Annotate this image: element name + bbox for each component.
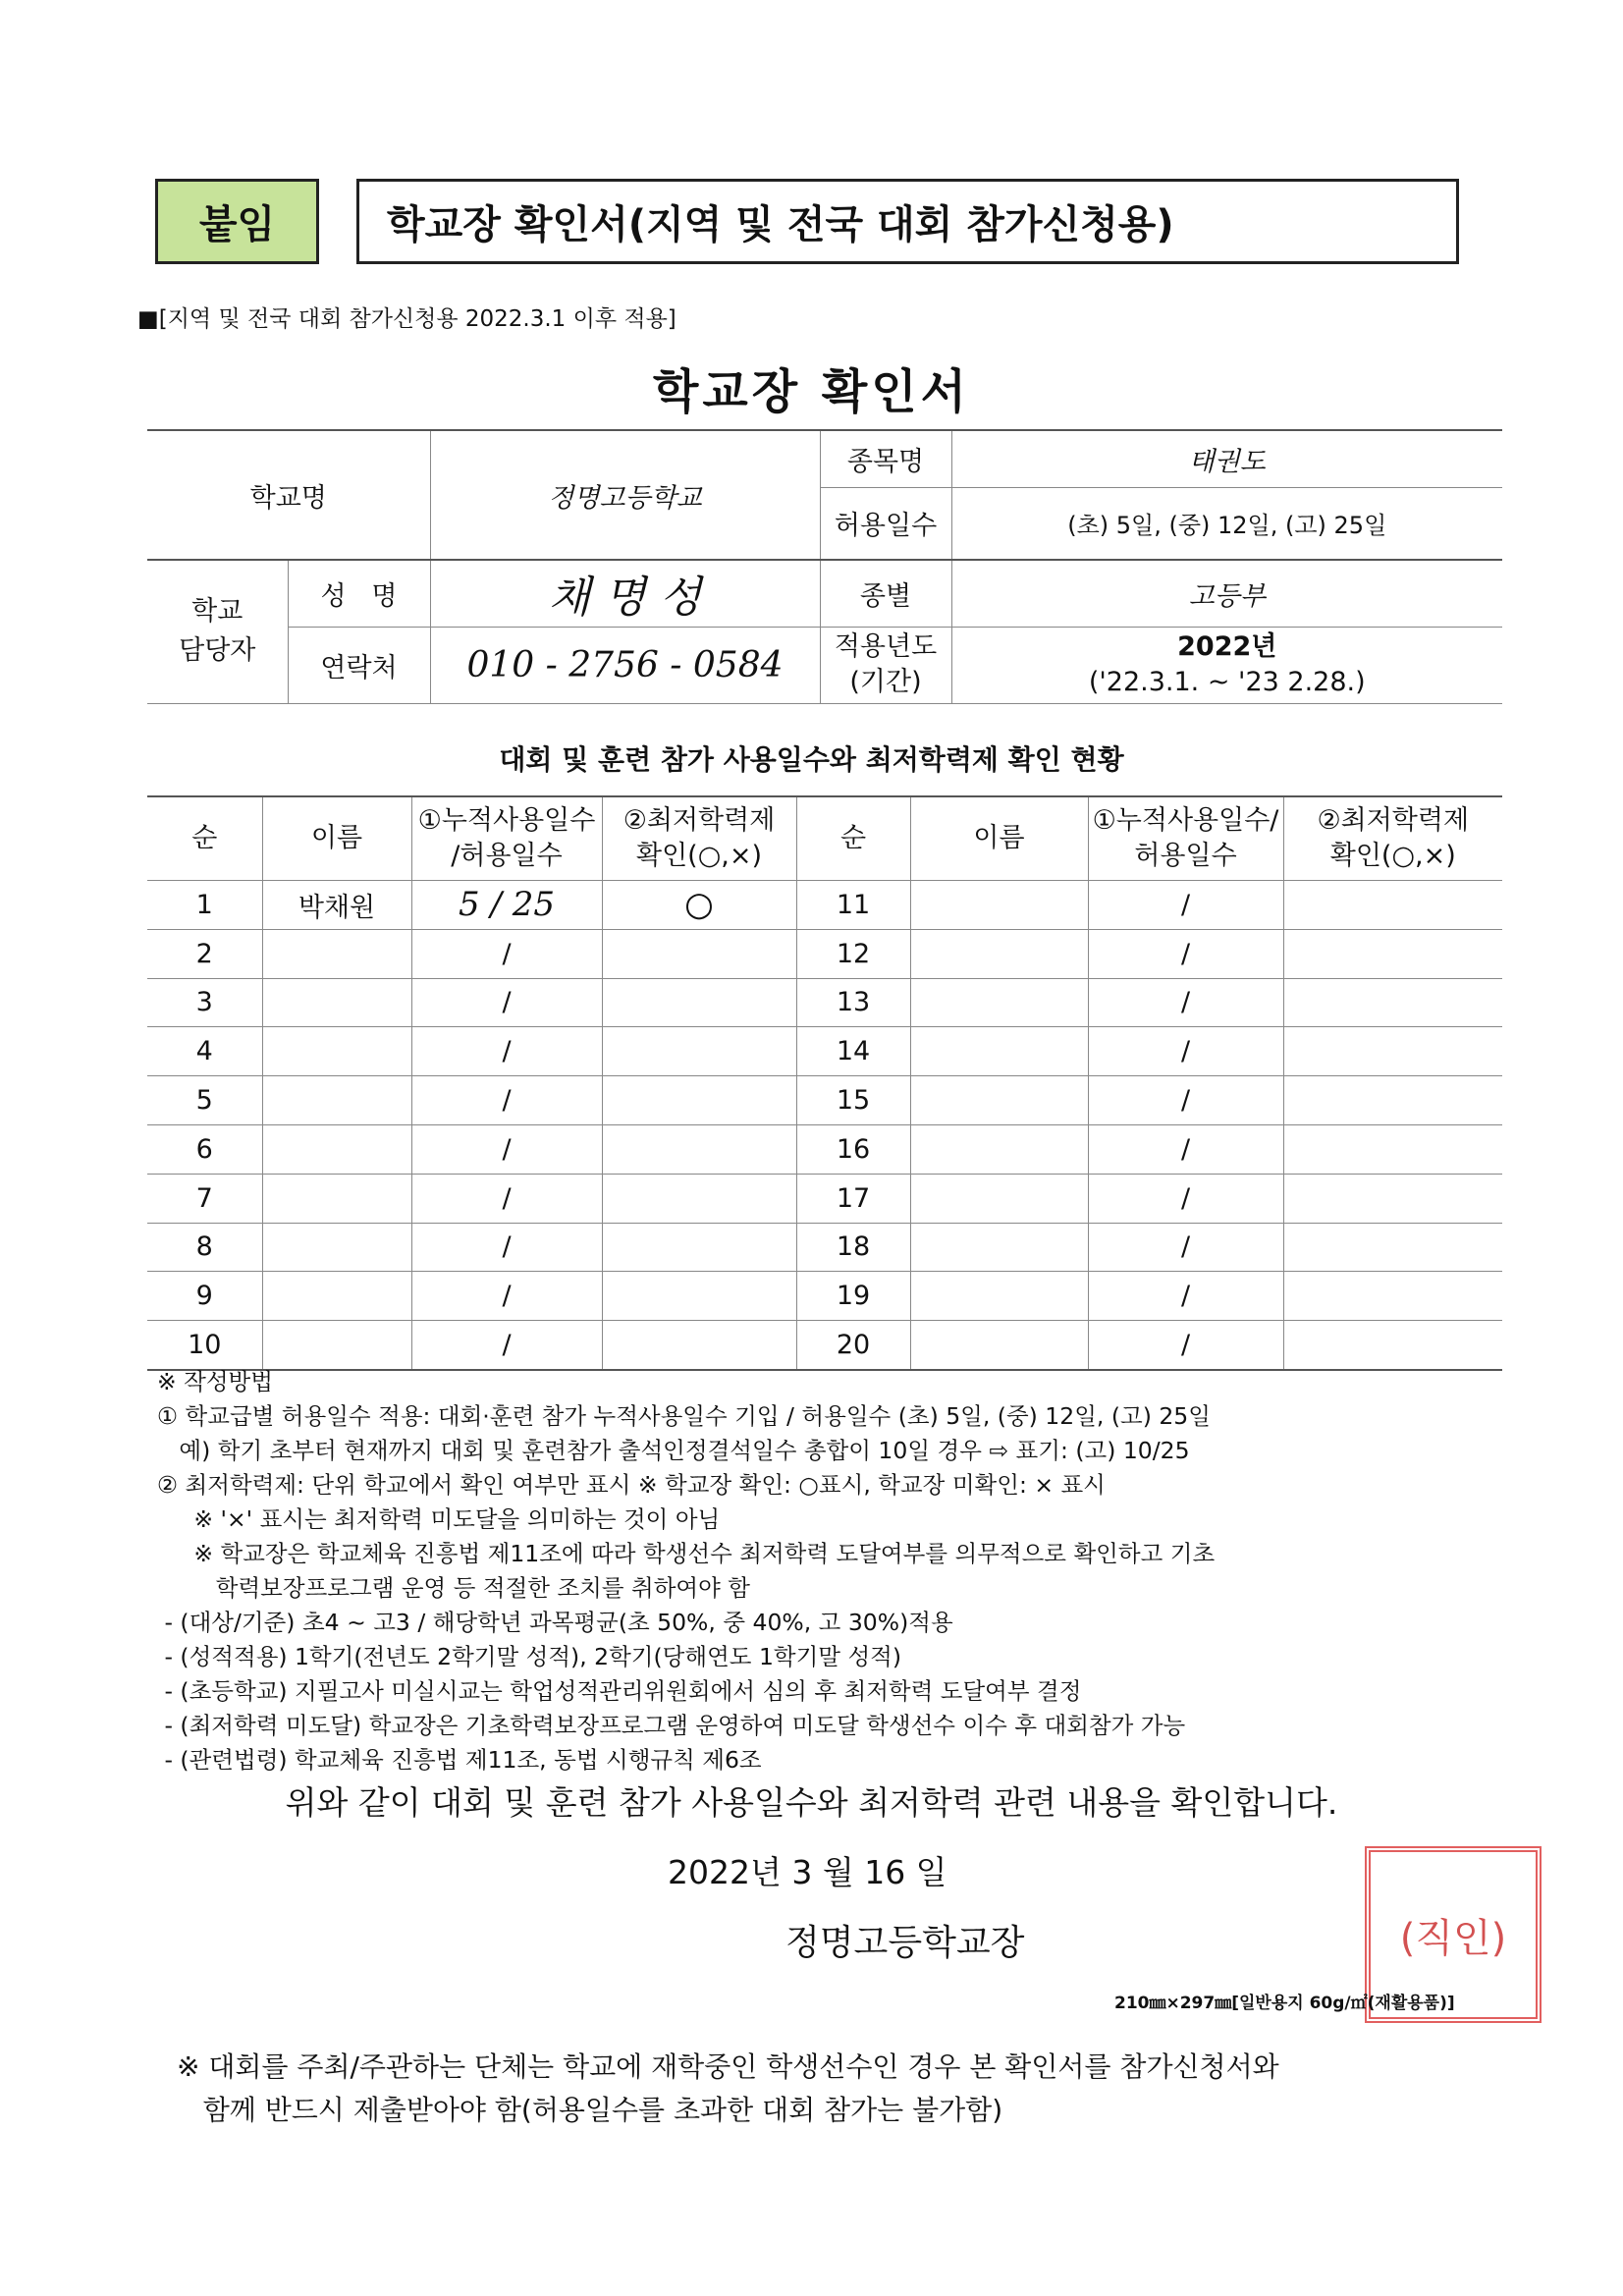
sign-date: 2022년 3 월 16 일 bbox=[668, 1853, 947, 1891]
col-name2-header: 이름 bbox=[910, 796, 1088, 881]
name-label: 성 명 bbox=[288, 560, 430, 627]
row-name bbox=[910, 1076, 1088, 1125]
instruction-line: 예) 학기 초부터 현재까지 대회 및 훈련참가 출석인정결석일수 총합이 10일 경우 ⇨ 표기: (고) 10/25 bbox=[157, 1437, 1190, 1464]
row-no: 4 bbox=[147, 1027, 262, 1076]
contact-value: 010 - 2756 - 0584 bbox=[430, 627, 820, 703]
col-no-header: 순 bbox=[147, 796, 262, 881]
official-seal: (직인) bbox=[1365, 1846, 1542, 2023]
col-no2-header: 순 bbox=[796, 796, 910, 881]
col-days-header: ①누적사용일수 /허용일수 bbox=[411, 796, 602, 881]
row-name bbox=[262, 1321, 411, 1370]
row-days: / bbox=[1088, 881, 1283, 930]
row-grade bbox=[602, 1272, 796, 1321]
row-name bbox=[910, 929, 1088, 978]
attachment-tag: 붙임 bbox=[155, 179, 319, 264]
section-title: 대회 및 훈련 참가 사용일수와 최저학력제 확인 현황 bbox=[499, 743, 1124, 776]
row-no: 18 bbox=[796, 1223, 910, 1272]
row-days: / bbox=[1088, 1223, 1283, 1272]
col-days2-header: ①누적사용일수/ 허용일수 bbox=[1088, 796, 1283, 881]
row-no: 19 bbox=[796, 1272, 910, 1321]
row-days: / bbox=[411, 1272, 602, 1321]
row-days: / bbox=[1088, 1027, 1283, 1076]
row-grade bbox=[1283, 1321, 1502, 1370]
row-grade bbox=[602, 1076, 796, 1125]
row-days: / bbox=[411, 1124, 602, 1174]
table-row bbox=[147, 1223, 1502, 1272]
contact-label: 연락처 bbox=[288, 627, 430, 703]
instruction-line: ① 학교급별 허용일수 적용: 대회·훈련 참가 누적사용일수 기입 / 허용일수 (초) 5일, (중) 12일, (고) 25일 bbox=[157, 1402, 1211, 1430]
row-grade bbox=[1283, 1272, 1502, 1321]
document-header-title: 학교장 확인서(지역 및 전국 대회 참가신청용) bbox=[356, 179, 1459, 264]
table-row bbox=[147, 881, 1502, 930]
row-days: 5 / 25 bbox=[411, 881, 602, 930]
row-no: 12 bbox=[796, 929, 910, 978]
row-name bbox=[910, 1223, 1088, 1272]
instruction-line: - (대상/기준) 초4 ~ 고3 / 해당학년 과목평균(초 50%, 중 40%, 고 30%)적용 bbox=[157, 1609, 953, 1636]
row-no: 10 bbox=[147, 1321, 262, 1370]
row-no: 15 bbox=[796, 1076, 910, 1125]
footer-line: ※ 대회를 주최/주관하는 단체는 학교에 재학중인 학생선수인 경우 본 확인서를 참가신청서와 bbox=[177, 2050, 1279, 2083]
form-version-note: ■[지역 및 전국 대회 참가신청용 2022.3.1 이후 적용] bbox=[137, 306, 676, 332]
row-grade bbox=[602, 1174, 796, 1223]
division-value: 고등부 bbox=[951, 560, 1502, 627]
row-grade bbox=[1283, 1076, 1502, 1125]
instruction-line: 학력보장프로그램 운영 등 적절한 조치를 취하여야 함 bbox=[157, 1574, 751, 1602]
row-name bbox=[910, 978, 1088, 1027]
instruction-line: ※ 작성방법 bbox=[157, 1368, 273, 1395]
row-grade bbox=[1283, 1027, 1502, 1076]
instruction-line: - (최저학력 미도달) 학교장은 기초학력보장프로그램 운영하여 미도달 학생선수 이수 후 대회참가 가능 bbox=[157, 1712, 1186, 1739]
principal-signature: 정명고등학교장 bbox=[785, 1923, 1025, 1963]
paper-spec: 210㎜×297㎜[일반용지 60g/㎡(재활용품)] bbox=[1114, 1994, 1455, 2013]
row-no: 11 bbox=[796, 881, 910, 930]
row-days: / bbox=[411, 929, 602, 978]
row-name bbox=[262, 1272, 411, 1321]
row-days: / bbox=[1088, 929, 1283, 978]
row-days: / bbox=[411, 1027, 602, 1076]
row-days: / bbox=[411, 1321, 602, 1370]
table-row bbox=[147, 1076, 1502, 1125]
event-value: 태권도 bbox=[951, 430, 1502, 487]
col-grade-header: ②최저학력제 확인(○,×) bbox=[602, 796, 796, 881]
year-cell bbox=[951, 627, 1502, 703]
row-days: / bbox=[1088, 1174, 1283, 1223]
row-no: 17 bbox=[796, 1174, 910, 1223]
instruction-line: ※ '×' 표시는 최저학력 미도달을 의미하는 것이 아님 bbox=[157, 1505, 721, 1533]
instruction-line: - (관련법령) 학교체육 진흥법 제11조, 동법 시행규칙 제6조 bbox=[157, 1746, 762, 1774]
row-grade bbox=[602, 929, 796, 978]
row-name bbox=[910, 1174, 1088, 1223]
table-row bbox=[147, 1321, 1502, 1370]
row-no: 14 bbox=[796, 1027, 910, 1076]
row-grade bbox=[1283, 1223, 1502, 1272]
row-days: / bbox=[1088, 1076, 1283, 1125]
row-no: 3 bbox=[147, 978, 262, 1027]
row-grade bbox=[1283, 1124, 1502, 1174]
table-row bbox=[147, 1027, 1502, 1076]
row-no: 2 bbox=[147, 929, 262, 978]
row-days: / bbox=[1088, 1321, 1283, 1370]
footer-note bbox=[177, 2046, 1532, 2132]
row-name bbox=[910, 1321, 1088, 1370]
row-name bbox=[262, 1076, 411, 1125]
school-info-table bbox=[147, 429, 1502, 704]
row-no: 9 bbox=[147, 1272, 262, 1321]
row-name bbox=[910, 1124, 1088, 1174]
table-row bbox=[147, 978, 1502, 1027]
manager-name-value: 채 명 성 bbox=[430, 560, 820, 627]
row-name bbox=[262, 1027, 411, 1076]
row-name bbox=[262, 1223, 411, 1272]
row-no: 16 bbox=[796, 1124, 910, 1174]
instructions bbox=[157, 1365, 1522, 1777]
row-no: 20 bbox=[796, 1321, 910, 1370]
table-row bbox=[147, 1174, 1502, 1223]
year-label: 적용년도 (기간) bbox=[820, 627, 951, 703]
row-name bbox=[910, 1272, 1088, 1321]
row-days: / bbox=[1088, 978, 1283, 1027]
row-days: / bbox=[1088, 1124, 1283, 1174]
row-days: / bbox=[411, 978, 602, 1027]
row-name bbox=[262, 978, 411, 1027]
instruction-line: - (성적적용) 1학기(전년도 2학기말 성적), 2학기(당해연도 1학기말 성적) bbox=[157, 1643, 902, 1670]
row-name bbox=[262, 1124, 411, 1174]
row-name bbox=[262, 1174, 411, 1223]
row-no: 7 bbox=[147, 1174, 262, 1223]
row-grade bbox=[602, 1223, 796, 1272]
row-name bbox=[262, 929, 411, 978]
col-name-header: 이름 bbox=[262, 796, 411, 881]
instruction-line: ② 최저학력제: 단위 학교에서 확인 여부만 표시 ※ 학교장 확인: ○표시, 학교장 미확인: × 표시 bbox=[157, 1471, 1106, 1499]
row-grade: ○ bbox=[602, 881, 796, 930]
table-row bbox=[147, 1124, 1502, 1174]
school-name-value: 정명고등학교 bbox=[430, 430, 820, 560]
row-no: 8 bbox=[147, 1223, 262, 1272]
event-label: 종목명 bbox=[820, 430, 951, 487]
instruction-line: - (초등학교) 지필고사 미실시교는 학업성적관리위원회에서 심의 후 최저학력 도달여부 결정 bbox=[157, 1677, 1082, 1705]
year-value: 2022년 bbox=[1177, 630, 1277, 662]
row-days: / bbox=[411, 1174, 602, 1223]
row-grade bbox=[602, 978, 796, 1027]
table-row bbox=[147, 1272, 1502, 1321]
footer-line: 함께 반드시 제출받아야 함(허용일수를 초과한 대회 참가는 불가함) bbox=[177, 2094, 1003, 2126]
row-grade bbox=[602, 1321, 796, 1370]
allowed-days-label: 허용일수 bbox=[820, 487, 951, 560]
row-grade bbox=[1283, 929, 1502, 978]
division-label: 종별 bbox=[820, 560, 951, 627]
row-name: 박채원 bbox=[262, 881, 411, 930]
row-no: 5 bbox=[147, 1076, 262, 1125]
row-name bbox=[910, 881, 1088, 930]
confirmation-statement: 위와 같이 대회 및 훈련 참가 사용일수와 최저학력 관련 내용을 확인합니다. bbox=[285, 1783, 1338, 1822]
participation-table bbox=[147, 795, 1502, 1371]
row-no: 6 bbox=[147, 1124, 262, 1174]
row-days: / bbox=[411, 1223, 602, 1272]
col-grade2-header: ②최저학력제 확인(○,×) bbox=[1283, 796, 1502, 881]
row-no: 13 bbox=[796, 978, 910, 1027]
page-title: 학교장 확인서 bbox=[653, 364, 970, 419]
row-days: / bbox=[1088, 1272, 1283, 1321]
row-grade bbox=[602, 1027, 796, 1076]
allowed-days-value: (초) 5일, (중) 12일, (고) 25일 bbox=[951, 487, 1502, 560]
table-row bbox=[147, 929, 1502, 978]
manager-label: 학교 담당자 bbox=[147, 560, 288, 703]
year-period: ('22.3.1. ~ '23 2.28.) bbox=[1088, 667, 1366, 697]
row-no: 1 bbox=[147, 881, 262, 930]
school-name-label: 학교명 bbox=[147, 430, 430, 560]
row-grade bbox=[602, 1124, 796, 1174]
row-name bbox=[910, 1027, 1088, 1076]
row-grade bbox=[1283, 881, 1502, 930]
row-grade bbox=[1283, 978, 1502, 1027]
instruction-line: ※ 학교장은 학교체육 진흥법 제11조에 따라 학생선수 최저학력 도달여부를 의무적으로 확인하고 기초 bbox=[157, 1540, 1216, 1567]
row-grade bbox=[1283, 1174, 1502, 1223]
row-days: / bbox=[411, 1076, 602, 1125]
